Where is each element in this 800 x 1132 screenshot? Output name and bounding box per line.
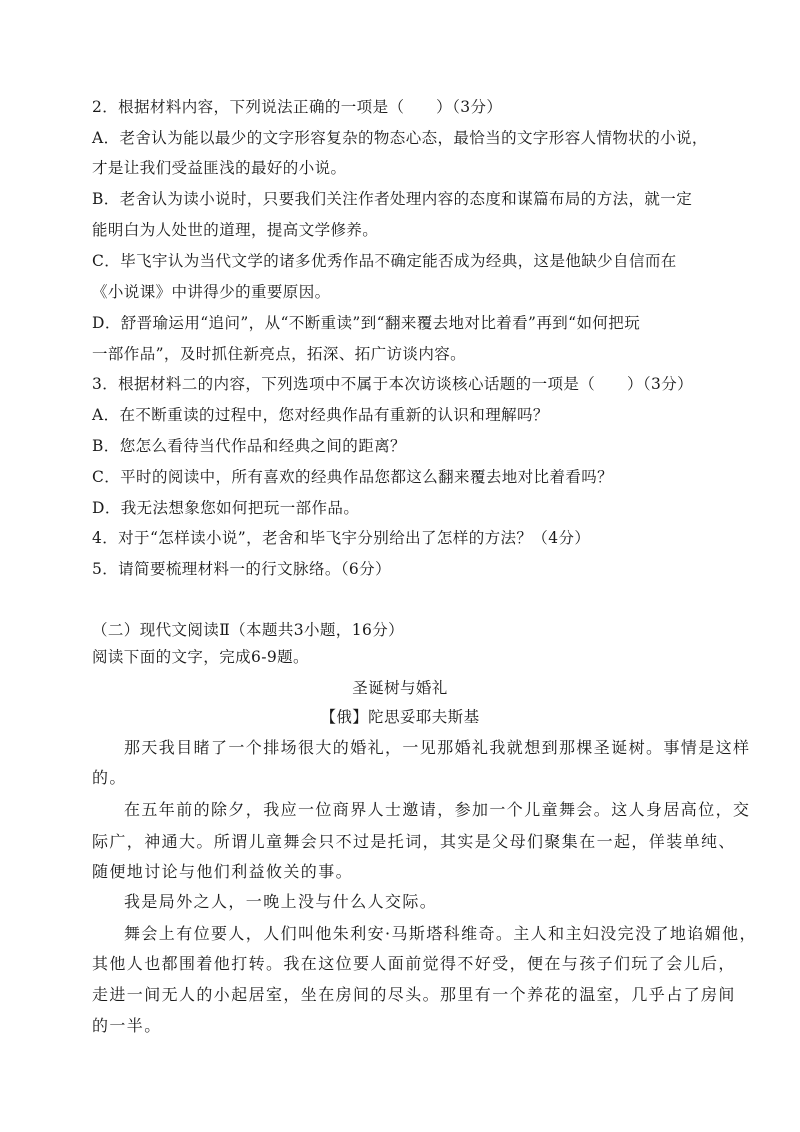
question-2-option-b-cont: 能明白为人处世的道理，提高文学修养。 — [92, 221, 379, 239]
story-paragraph-4-cont: 的一半。 — [92, 1016, 162, 1035]
question-2-option-a-cont: 才是让我们受益匪浅的最好的小说。 — [92, 159, 347, 177]
story-paragraph-3: 我是局外之人，一晚上没与什么人交际。 — [124, 892, 438, 911]
question-2-option-d-cont: 一部作品”，及时抓住新亮点，拓深、拓广访谈内容。 — [92, 345, 467, 363]
section-instruction: 阅读下面的文字，完成6-9题。 — [92, 648, 309, 666]
story-paragraph-2-cont: 际广，神通大。所谓儿童舞会只不过是托词，其实是父母们聚集在一起，佯装单纯、 — [92, 832, 736, 851]
question-3-option-a: A．在不断重读的过程中，您对经典作品有重新的认识和理解吗？ — [92, 406, 549, 424]
story-paragraph-1-cont: 的。 — [92, 768, 127, 787]
story-paragraph-4-cont: 走进一间无人的小起居室，坐在房间的尽头。那里有一个养花的温室，几乎占了房间 — [92, 985, 736, 1004]
question-2-stem: 2．根据材料内容，下列说法正确的一项是（ ）（3分） — [92, 98, 503, 116]
question-2-option-d: D．舒晋瑜运用“追问”，从“不断重读”到“翻来覆去地对比着看”再到“如何把玩 — [92, 314, 641, 332]
story-paragraph-4-cont: 其他人也都围着他打转。我在这位要人面前觉得不好受，便在与孩子们玩了会儿后， — [92, 954, 736, 973]
question-4: 4．对于“怎样读小说”，老舍和毕飞宇分别给出了怎样的方法？（4分） — [92, 529, 591, 547]
story-paragraph-2-cont: 随便地讨论与他们利益攸关的事。 — [92, 862, 354, 881]
story-paragraph-4: 舞会上有位要人，人们叫他朱利安·马斯塔科维奇。主人和主妇没完没了地谄媚他， — [124, 924, 757, 943]
question-2-option-c: C．毕飞宇认为当代文学的诸多优秀作品不确定能否成为经典，这是他缺少自信而在 — [92, 252, 677, 270]
story-paragraph-1: 那天我目睹了一个排场很大的婚礼，一见那婚礼我就想到那棵圣诞树。事情是这样 — [124, 738, 751, 757]
question-2-option-c-cont: 《小说课》中讲得少的重要原因。 — [92, 283, 331, 301]
question-3-stem: 3．根据材料二的内容，下列选项中不属于本次访谈核心话题的一项是（ ）（3分） — [92, 375, 694, 393]
story-author: 【俄】陀思妥耶夫斯基 — [320, 708, 480, 726]
story-paragraph-2: 在五年前的除夕，我应一位商界人士邀请，参加一个儿童舞会。这人身居高位，交 — [124, 800, 751, 819]
section-heading: （二）现代文阅读Ⅱ（本题共3小题，16分） — [92, 621, 405, 639]
question-5: 5．请简要梳理材料一的行文脉络。（6分） — [92, 560, 391, 578]
question-3-option-c: C．平时的阅读中，所有喜欢的经典作品您都这么翻来覆去地对比着看吗？ — [92, 468, 614, 486]
question-3-option-b: B．您怎么看待当代作品和经典之间的距离？ — [92, 437, 406, 455]
story-title: 圣诞树与婚礼 — [352, 679, 448, 697]
question-2-option-a: A．老舍认为能以最少的文字形容复杂的物态心态，最恰当的文字形容人情物状的小说， — [92, 129, 708, 147]
question-3-option-d: D．我无法想象您如何把玩一部作品。 — [92, 499, 360, 517]
question-2-option-b: B．老舍认为读小说时，只要我们关注作者处理内容的态度和谋篇布局的方法，就一定 — [92, 190, 693, 208]
